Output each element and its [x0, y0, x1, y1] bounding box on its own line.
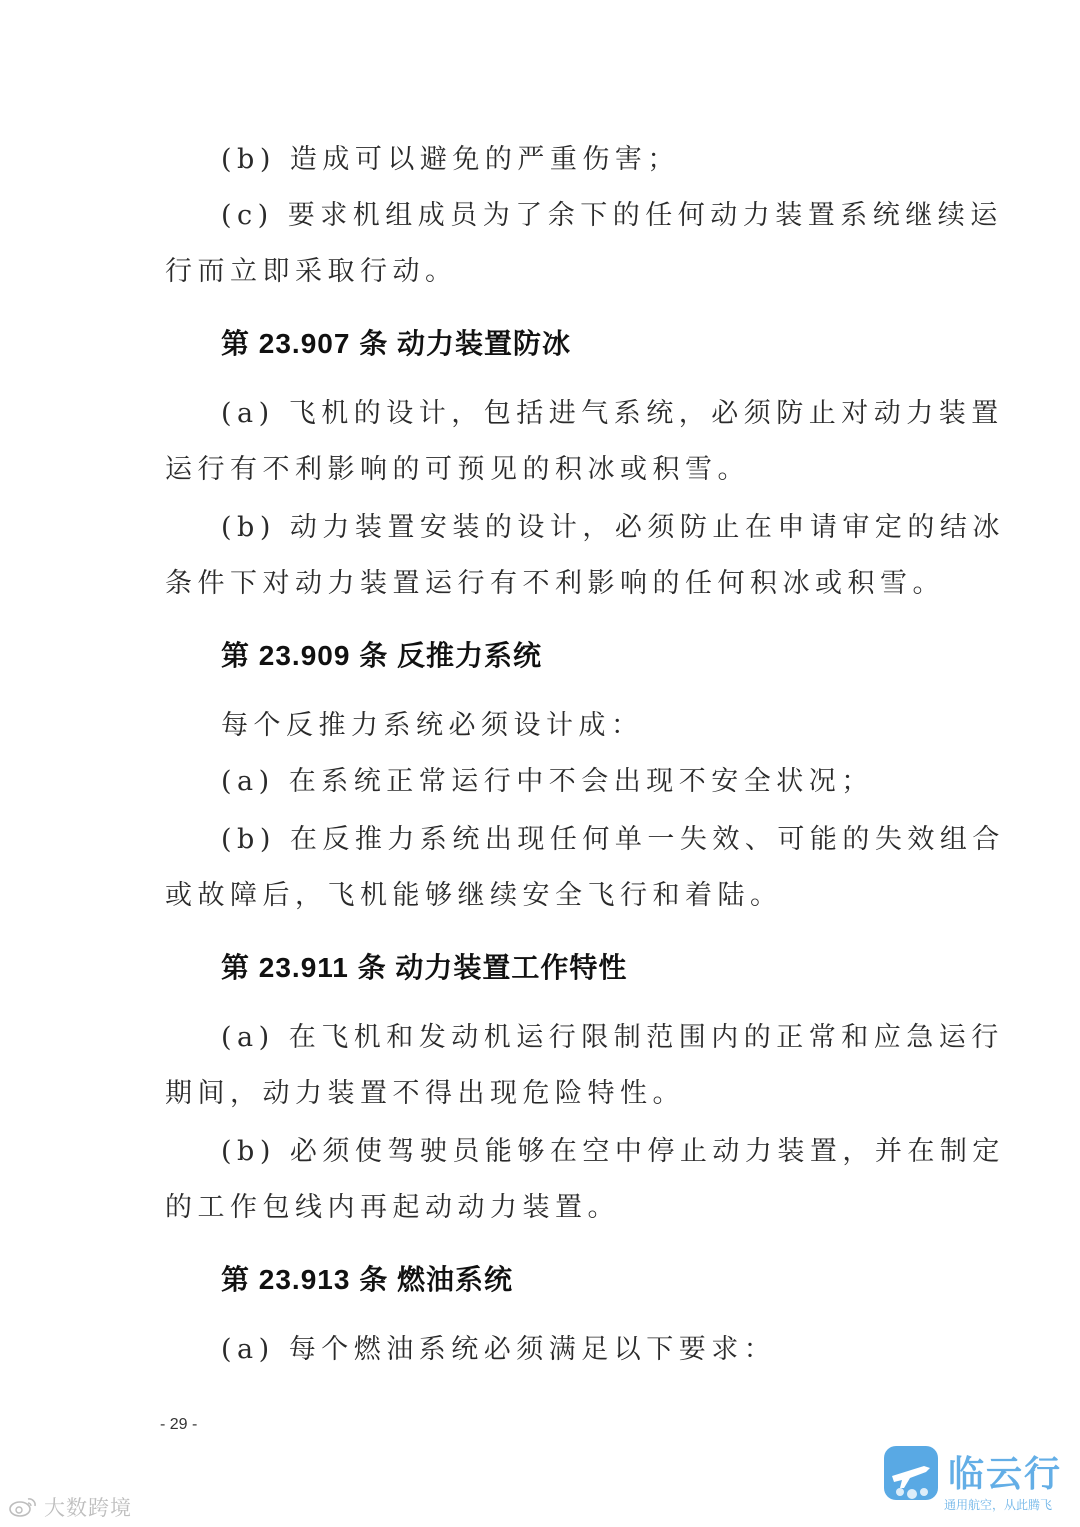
page-number: - 29 - — [160, 1416, 198, 1433]
clause-a-continuation: 期间，动力装置不得出现危险特性。 — [165, 1078, 685, 1109]
clause-b-line: (b) 动力装置安装的设计，必须防止在申请审定的结冰 — [221, 512, 1005, 543]
airplane-logo-icon — [884, 1446, 938, 1500]
clause-a-line: (a) 每个燃油系统必须满足以下要求： — [221, 1334, 777, 1365]
clause-b-line: (b) 造成可以避免的严重伤害； — [221, 144, 680, 175]
clause-b-continuation: 的工作包线内再起动动力装置。 — [165, 1192, 620, 1223]
clause-a-line: (a) 在飞机和发动机运行限制范围内的正常和应急运行 — [221, 1022, 1004, 1053]
clause-b-line: (b) 在反推力系统出现任何单一失效、可能的失效组合 — [221, 824, 1005, 855]
section-heading-23-913: 第 23.913 条 燃油系统 — [221, 1264, 513, 1295]
intro-line: 每个反推力系统必须设计成： — [221, 710, 644, 741]
clause-c-continuation: 行而立即采取行动。 — [165, 256, 458, 287]
watermark-left — [8, 1492, 132, 1522]
section-heading-23-909: 第 23.909 条 反推力系统 — [221, 640, 542, 671]
section-heading-23-911: 第 23.911 条 动力装置工作特性 — [221, 952, 628, 983]
clause-b-line: (b) 必须使驾驶员能够在空中停止动力装置，并在制定 — [221, 1136, 1005, 1167]
clause-a-line: (a) 飞机的设计，包括进气系统，必须防止对动力装置 — [221, 398, 1004, 429]
clause-b-continuation: 条件下对动力装置运行有不利影响的任何积冰或积雪。 — [165, 568, 945, 599]
logo-title: 临云行 — [948, 1454, 1063, 1495]
clause-a-line: (a) 在系统正常运行中不会出现不安全状况； — [221, 766, 874, 797]
brand-logo — [878, 1442, 1074, 1522]
logo-subtitle: 通用航空，从此腾飞 — [944, 1498, 1053, 1512]
weibo-icon — [8, 1496, 38, 1518]
clause-a-continuation: 运行有不利影响的可预见的积冰或积雪。 — [165, 454, 750, 485]
clause-b-continuation: 或故障后，飞机能够继续安全飞行和着陆。 — [165, 880, 783, 911]
section-heading-23-907: 第 23.907 条 动力装置防冰 — [221, 328, 571, 359]
watermark-left-text: 大数跨境 — [44, 1496, 132, 1520]
clause-c-line: (c) 要求机组成员为了余下的任何动力装置系统继续运 — [221, 200, 1003, 231]
